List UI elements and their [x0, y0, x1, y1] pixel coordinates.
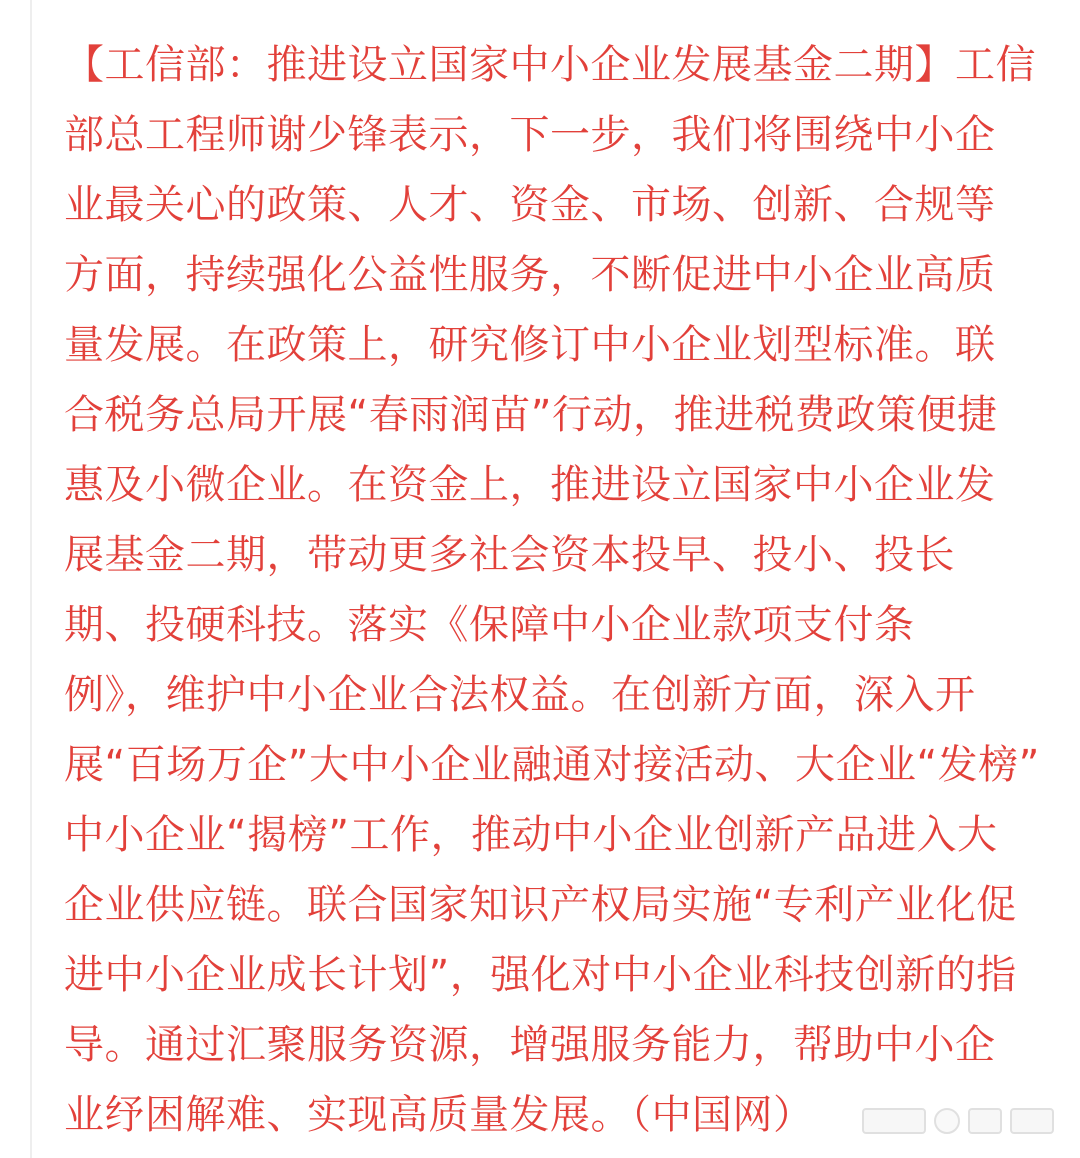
- article-line: 量发展。在政策上，研究修订中小企业划型标准。联: [64, 322, 996, 368]
- article-line: 方面，持续强化公益性服务，不断促进中小企业高质: [64, 252, 996, 298]
- news-article: [64, 30, 1054, 1150]
- article-line: 惠及小微企业。在资金上，推进设立国家中小企业发: [64, 462, 996, 508]
- article-line: 【工信部：推进设立国家中小企业发展基金二期】工信: [64, 42, 1036, 88]
- left-border-line: [30, 0, 32, 1158]
- watermark-block: [968, 1108, 1002, 1134]
- article-line: 例》，维护中小企业合法权益。在创新方面，深入开: [64, 672, 976, 718]
- article-line: 业最关心的政策、人才、资金、市场、创新、合规等: [64, 182, 996, 228]
- article-line: 进中小企业成长计划”，强化对中小企业科技创新的指: [64, 952, 1017, 998]
- article-line: 合税务总局开展“春雨润苗”行动，推进税费政策便捷: [64, 392, 998, 438]
- article-line: 企业供应链。联合国家知识产权局实施“专利产业化促: [64, 882, 1017, 928]
- article-line: 中小企业“揭榜”工作，推动中小企业创新产品进入大: [64, 812, 998, 858]
- watermark-logo: [862, 1102, 1058, 1140]
- watermark-circle-icon: [934, 1108, 960, 1134]
- watermark-block: [862, 1108, 926, 1134]
- watermark-block: [1010, 1108, 1054, 1134]
- article-line: 期、投硬科技。落实《保障中小企业款项支付条: [64, 602, 915, 648]
- article-line: 展“百场万企”大中小企业融通对接活动、大企业“发榜”: [64, 742, 1040, 788]
- article-line: 导。通过汇聚服务资源，增强服务能力，帮助中小企: [64, 1022, 996, 1068]
- article-line: 部总工程师谢少锋表示，下一步，我们将围绕中小企: [64, 112, 996, 158]
- article-line: 业纾困解难、实现高质量发展。（中国网）: [64, 1092, 814, 1138]
- article-line: 展基金二期，带动更多社会资本投早、投小、投长: [64, 532, 955, 578]
